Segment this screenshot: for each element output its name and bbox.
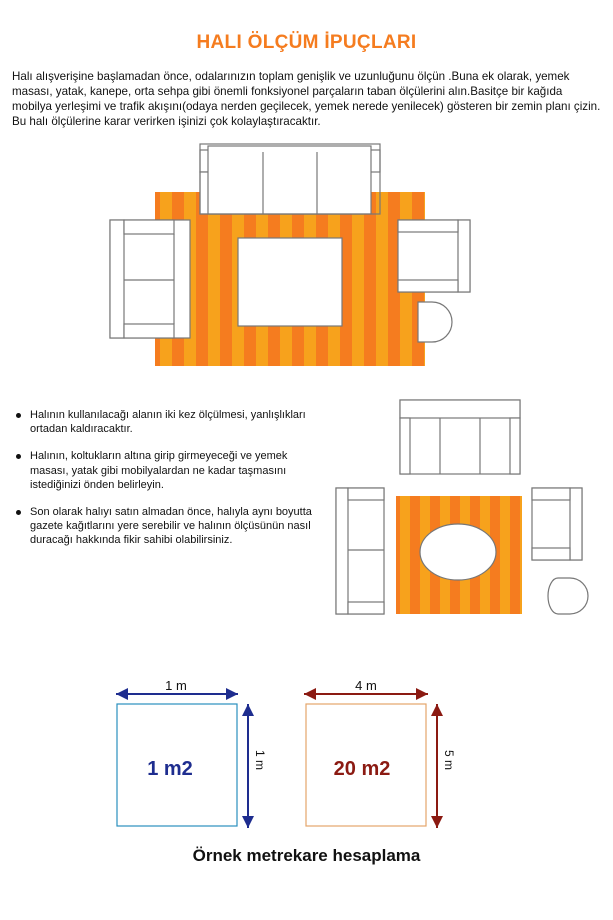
area-examples — [100, 672, 500, 836]
side-table-icon — [548, 578, 588, 614]
large-width-label: 4 m — [355, 678, 377, 693]
floor-plan-oval-table — [330, 392, 590, 622]
list-item: Halının, koltukların altına girip girmeyeceği ve yemek masası, yatak gibi mobilyalardan ne kadar taşmasını istediğinizi önden belirleyin. — [14, 449, 314, 492]
sofa-icon — [400, 400, 520, 474]
tips-list — [14, 408, 314, 561]
right-armchair-icon — [398, 220, 470, 292]
caption: Örnek metrekare hesaplama — [192, 846, 421, 865]
oval-table-icon — [420, 524, 496, 580]
small-area-label: 1 m2 — [147, 758, 193, 780]
right-armchair-icon — [532, 488, 582, 560]
large-height-label: 5 m — [442, 749, 456, 771]
small-height-label: 1 m — [253, 749, 267, 771]
coffee-table-icon — [238, 238, 342, 326]
left-armchair-icon — [110, 220, 190, 338]
page-title: HALI ÖLÇÜM İPUÇLARI — [196, 32, 417, 53]
side-table-icon — [418, 302, 452, 342]
sofa-icon — [200, 146, 380, 214]
left-armchair-icon — [336, 488, 384, 614]
floor-plan-rectangular-rug — [100, 140, 480, 380]
large-area-label: 20 m2 — [333, 758, 391, 780]
list-item: Halının kullanılacağı alanın iki kez ölçülmesi, yanlışlıkları ortadan kaldıracaktır. — [14, 408, 314, 436]
list-item: Son olarak halıyı satın almadan önce, halıyla aynı boyutta gazete kağıtlarını yere serebilir ve halının ölçüsünün nasıl duracağı hakkında fikir sahibi olabilirsiniz. — [14, 505, 314, 548]
small-width-label: 1 m — [165, 678, 187, 693]
intro-paragraph: Halı alışverişine başlamadan önce, odalarınızın toplam genişlik ve uzunluğunu ölçün .Buna ek olarak, yemek masası, yatak, kanepe, orta sehpa gibi önemli fonksiyonel parçaların taban ölçülerini alın.Basitçe bir kağıda mobilya yerleşimi ve trafik akışını(odaya nerden geçilecek, yemek nerede yenilecek) gösteren bir zemin planı çizin. Bu halı ölçülerine karar verirken işinizi çok kolaylaştıracaktır. — [12, 70, 601, 128]
